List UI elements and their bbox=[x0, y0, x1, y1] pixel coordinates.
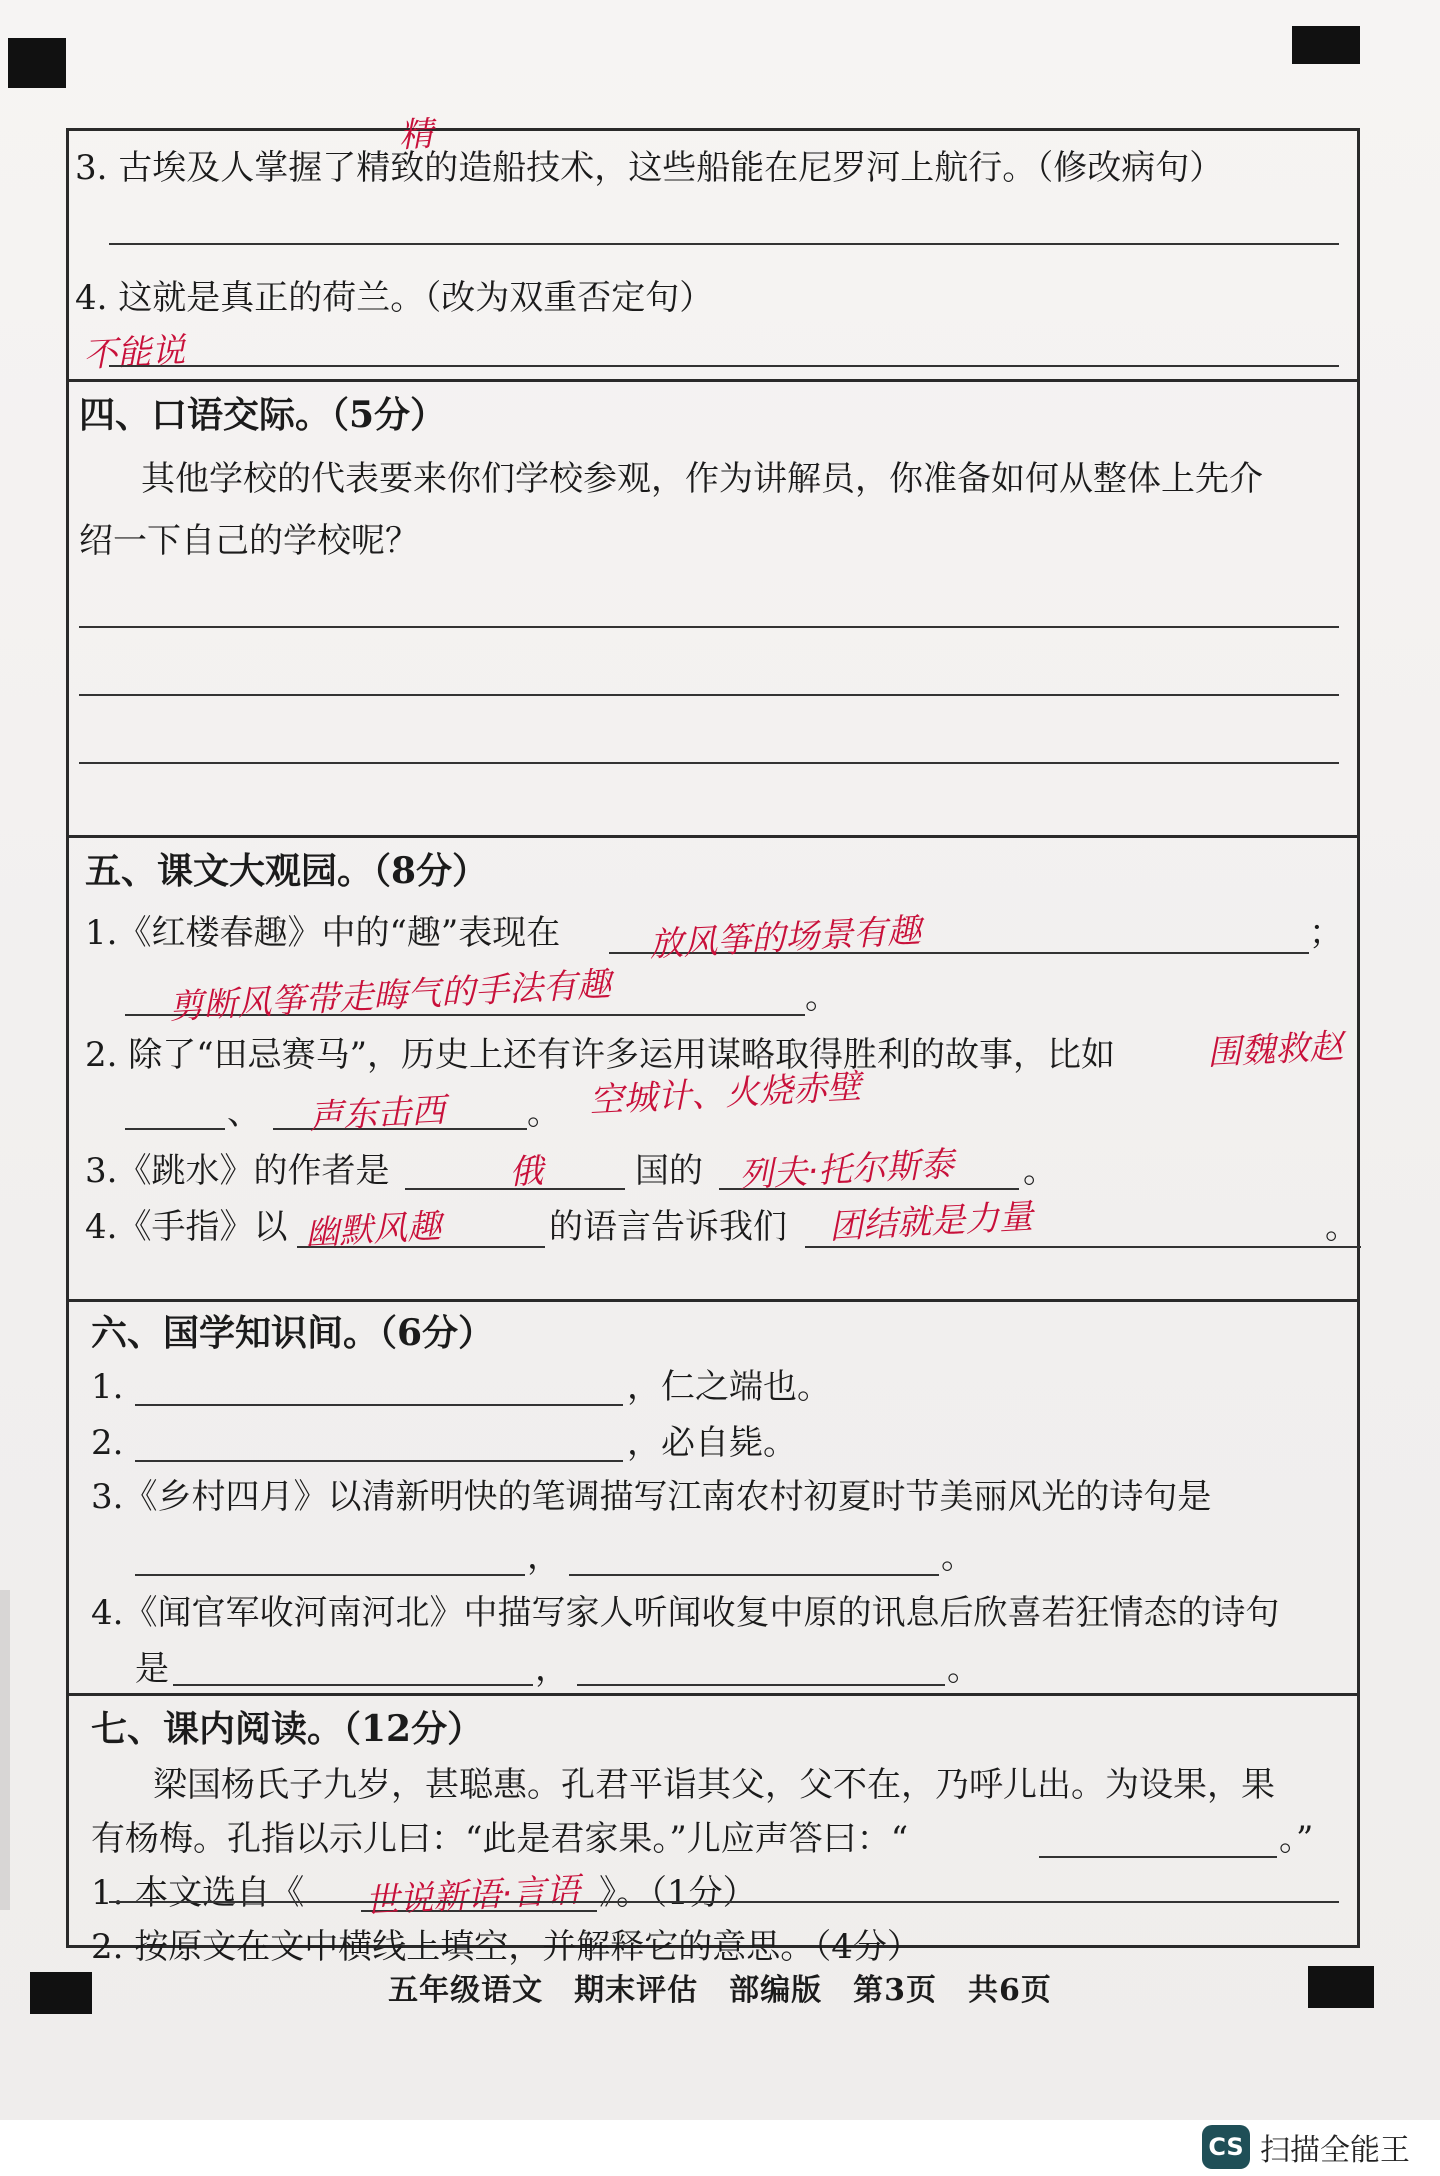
section-7-title: 七、课内阅读。（12分） bbox=[91, 1708, 484, 1750]
sec5-q1-text: 1.《红楼春趣》中的“趣”表现在 bbox=[85, 913, 561, 953]
blank-sec5-q2-a bbox=[125, 1128, 225, 1130]
sec6-q1-end: ，仁之端也。 bbox=[627, 1367, 831, 1407]
handwritten-sec5-q2-c: 空城计、火烧赤壁 bbox=[588, 1066, 863, 1122]
handwritten-sec5-q1-b: 剪断风筝带走晦气的手法有趣 bbox=[168, 964, 612, 1028]
section-5-texts bbox=[69, 835, 1357, 1299]
handwritten-sec3-q3: 精 bbox=[398, 114, 435, 156]
sec5-q1-sep: ； bbox=[1309, 913, 1343, 953]
blank-sec6-q1 bbox=[135, 1404, 623, 1406]
sec5-q2-dun: 、 bbox=[227, 1093, 261, 1133]
section-6-title: 六、国学知识间。（6分） bbox=[91, 1312, 495, 1354]
section-5-title: 五、课文大观园。（8分） bbox=[85, 850, 489, 892]
section-4-oral bbox=[69, 379, 1357, 835]
page-footer: 五年级语文 期末评估 部编版 第3页 共6页 bbox=[388, 1973, 1052, 2008]
handwritten-sec5-q2-b: 声东击西 bbox=[308, 1090, 447, 1138]
section-6-classics bbox=[69, 1299, 1357, 1693]
blank-sec6-q3-b bbox=[569, 1574, 939, 1576]
sec6-q1-no: 1. bbox=[91, 1367, 124, 1407]
sec7-passage-line1: 梁国杨氏子九岁，甚聪惠。孔君平诣其父，父不在，乃呼儿出。为设果，果 bbox=[153, 1765, 1275, 1805]
sec5-q3-end: 。 bbox=[1023, 1151, 1057, 1191]
answer-line-sec4-2 bbox=[79, 694, 1339, 696]
section-7-reading bbox=[69, 1693, 1357, 1967]
corner-marker-top-left bbox=[8, 38, 66, 88]
sec5-q3-b: 国的 bbox=[635, 1151, 703, 1191]
section-4-prompt-line2: 绍一下自己的学校呢？ bbox=[79, 521, 419, 561]
handwritten-sec5-q3-a: 俄 bbox=[508, 1151, 545, 1193]
sec6-q3-end: 。 bbox=[941, 1537, 975, 1577]
sec7-q1-a: 1. 本文选自《 bbox=[91, 1873, 305, 1913]
handwritten-sec5-q2-a: 围魏救赵 bbox=[1206, 1026, 1345, 1074]
sec6-q3-comma: ， bbox=[527, 1537, 561, 1577]
sec5-q4-text: 4.《手指》以 bbox=[85, 1207, 288, 1247]
sec6-q4-text: 4.《闻官军收河南河北》中描写家人听闻收复中原的讯息后欣喜若狂情态的诗句 bbox=[91, 1593, 1280, 1633]
sec6-q2-end: ，必自毙。 bbox=[627, 1423, 797, 1463]
sec5-q4-end: 。 bbox=[1325, 1207, 1359, 1247]
blank-sec6-q3-a bbox=[135, 1574, 525, 1576]
sec6-q4-comma: ， bbox=[535, 1649, 569, 1689]
scanner-brand-name: 扫描全能王 bbox=[1260, 2133, 1410, 2168]
section-4-title: 四、口语交际。（5分） bbox=[79, 394, 447, 436]
sec3-question-3: 3. 古埃及人掌握了精致的造船技术，这些船能在尼罗河上航行。（修改病句） bbox=[75, 148, 1224, 188]
sec6-q2-no: 2. bbox=[91, 1423, 124, 1463]
blank-sec7-passage bbox=[1039, 1856, 1277, 1858]
blank-sec6-q4-b bbox=[577, 1684, 945, 1686]
answer-line-sec7-q2 bbox=[109, 1901, 1339, 1903]
handwritten-sec7-q1: 世说新语·言语 bbox=[364, 1870, 581, 1922]
scanner-watermark bbox=[1202, 2122, 1410, 2172]
blank-sec5-q4-b bbox=[805, 1246, 1361, 1248]
handwritten-sec5-q4-b: 团结就是力量 bbox=[828, 1196, 1035, 1248]
blank-sec6-q4-a bbox=[173, 1684, 533, 1686]
answer-line-sec3-q4 bbox=[109, 365, 1339, 367]
sec5-q2-text: 2. 除了“田忌赛马”，历史上还有许多运用谋略取得胜利的故事，比如 bbox=[85, 1035, 1116, 1075]
answer-sheet bbox=[66, 114, 1360, 1967]
answer-line-sec4-3 bbox=[79, 762, 1339, 764]
blank-sec6-q2 bbox=[135, 1460, 623, 1462]
sec5-q3-text: 3.《跳水》的作者是 bbox=[85, 1151, 390, 1191]
sec7-q2-text: 2. 按原文在文中横线上填空，并解释它的意思。（4分） bbox=[91, 1927, 921, 1967]
sec3-question-4: 4. 这就是真正的荷兰。（改为双重否定句） bbox=[75, 278, 714, 318]
sec5-q2-end: 。 bbox=[527, 1093, 561, 1133]
answer-line-sec4-1 bbox=[79, 626, 1339, 628]
sec7-passage-line2: 有杨梅。孔指以示儿曰：“此是君家果。”儿应声答曰：“ bbox=[91, 1819, 909, 1859]
sec5-q1-end: 。 bbox=[805, 977, 839, 1017]
camscanner-logo-icon: CS bbox=[1202, 2125, 1250, 2169]
handwritten-sec5-q4-a: 幽默风趣 bbox=[304, 1206, 443, 1254]
handwritten-sec5-q1-a: 放风筝的场景有趣 bbox=[648, 910, 923, 966]
sec5-q4-b: 的语言告诉我们 bbox=[549, 1207, 787, 1247]
corner-marker-top-right bbox=[1292, 26, 1360, 64]
section-4-prompt-line1: 其他学校的代表要来你们学校参观，作为讲解员，你准备如何从整体上先介 bbox=[141, 459, 1263, 499]
handwritten-sec3-q4: 不能说 bbox=[82, 330, 187, 376]
sec6-q3-text: 3.《乡村四月》以清新明快的笔调描写江南农村初夏时节美丽风光的诗句是 bbox=[91, 1477, 1212, 1517]
answer-line-sec3-q3 bbox=[109, 243, 1339, 245]
sec7-passage-end: 。” bbox=[1279, 1819, 1314, 1859]
sec6-q4-shi: 是 bbox=[135, 1649, 169, 1689]
sec7-q1-b: 》。（1分） bbox=[599, 1873, 757, 1913]
sec6-q4-end: 。 bbox=[947, 1649, 981, 1689]
page-edge-shadow bbox=[0, 1590, 10, 1910]
handwritten-sec5-q3-b: 列夫·托尔斯泰 bbox=[738, 1144, 955, 1196]
